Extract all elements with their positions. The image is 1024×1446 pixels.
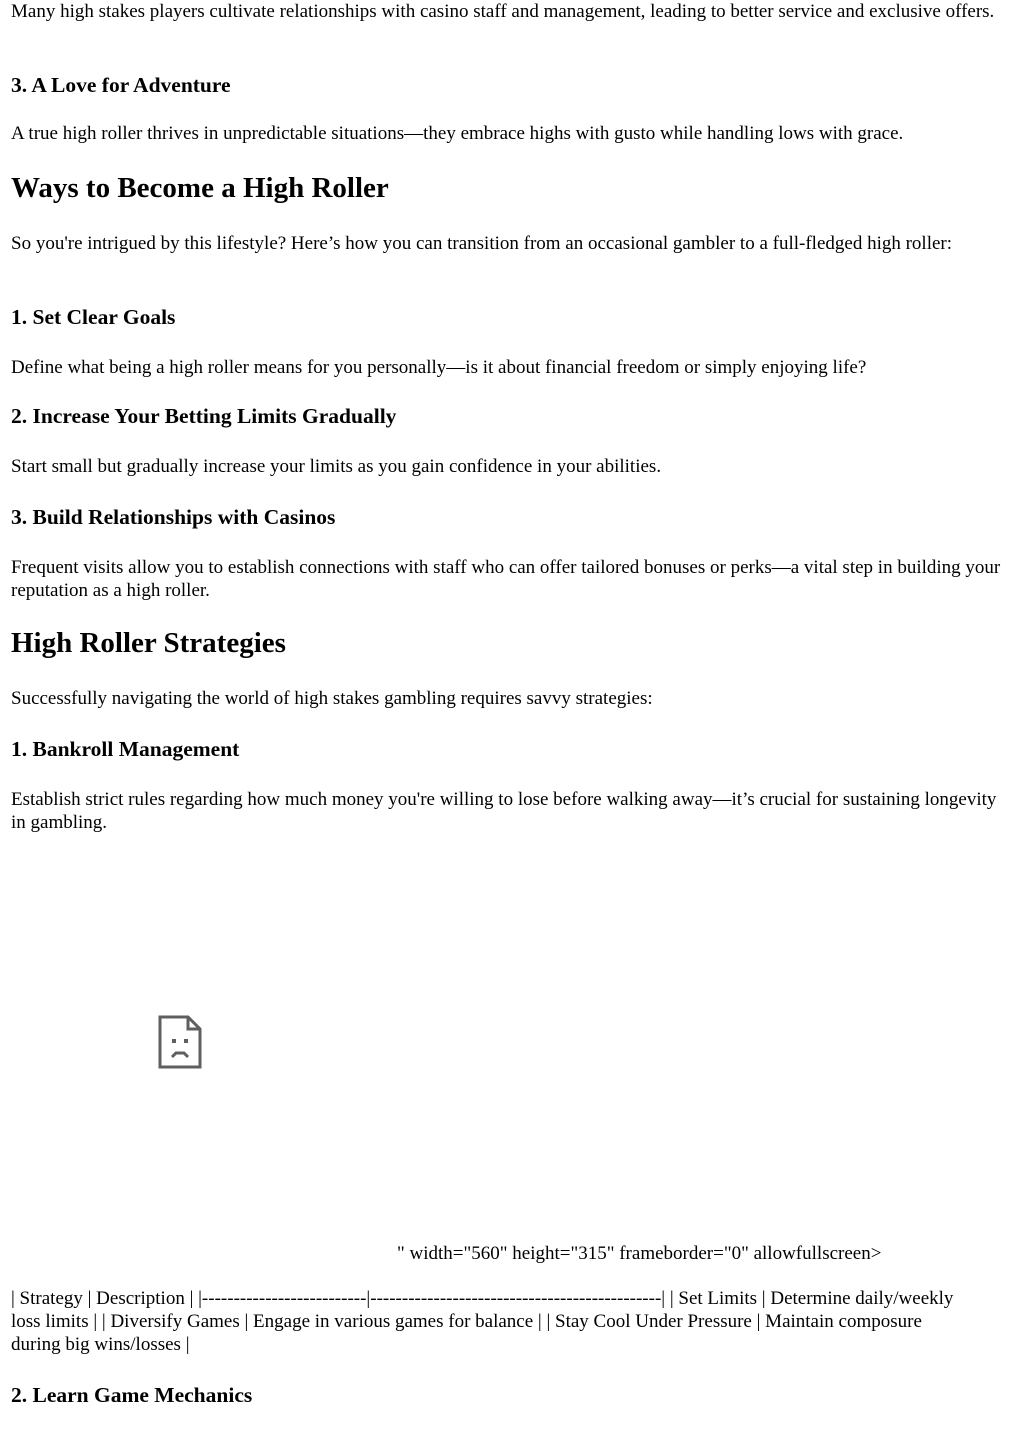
broken-document-icon: [152, 1012, 208, 1074]
limits-paragraph: Start small but gradually increase your limits as you gain confidence in your abilities.: [11, 456, 662, 477]
goals-paragraph: Define what being a high roller means for you personally—is it about financial freedom or simply enjoying life?: [11, 357, 867, 378]
ways-paragraph: So you're intrigued by this lifestyle? Here’s how you can transition from an occasional gambler to a full-fledged high roller:: [11, 233, 953, 254]
relationships-paragraph: Frequent visits allow you to establish connections with staff who can offer tailored bonuses or perks—a vital step in building your reputation as a high roller.: [11, 557, 1001, 601]
heading-high-roller-strategies: High Roller Strategies: [11, 627, 286, 659]
iframe-attribute-leftover: " width="560" height="315" frameborder="0" allowfullscreen>: [397, 1243, 882, 1264]
heading-learn-game-mechanics: 2. Learn Game Mechanics: [11, 1383, 253, 1407]
heading-set-clear-goals: 1. Set Clear Goals: [11, 305, 176, 329]
strategy-table-raw-text: | Strategy | Description | |--------------------------|----------------------------------------------| | Set Limits | Determine daily/weekly loss limits | | Diversify Games | Engage in various games for balance | | Stay Cool Under Pressure | Maintain composure during big wins/losses |: [11, 1288, 954, 1355]
heading-love-for-adventure: 3. A Love for Adventure: [11, 73, 231, 97]
heading-ways-to-become: Ways to Become a High Roller: [11, 172, 389, 204]
heading-build-relationships: 3. Build Relationships with Casinos: [11, 505, 336, 529]
adventure-paragraph: A true high roller thrives in unpredictable situations—they embrace highs with gusto while handling lows with grace.: [11, 123, 904, 144]
bankroll-paragraph: Establish strict rules regarding how much money you're willing to lose before walking away—it’s crucial for sustaining longevity in gambling.: [11, 789, 997, 833]
heading-increase-betting-limits: 2. Increase Your Betting Limits Gradually: [11, 404, 397, 428]
intro-paragraph: Many high stakes players cultivate relationships with casino staff and management, leading to better service and exclusive offers.: [11, 1, 995, 22]
heading-bankroll-management: 1. Bankroll Management: [11, 737, 240, 761]
strategies-paragraph: Successfully navigating the world of high stakes gambling requires savvy strategies:: [11, 688, 653, 709]
